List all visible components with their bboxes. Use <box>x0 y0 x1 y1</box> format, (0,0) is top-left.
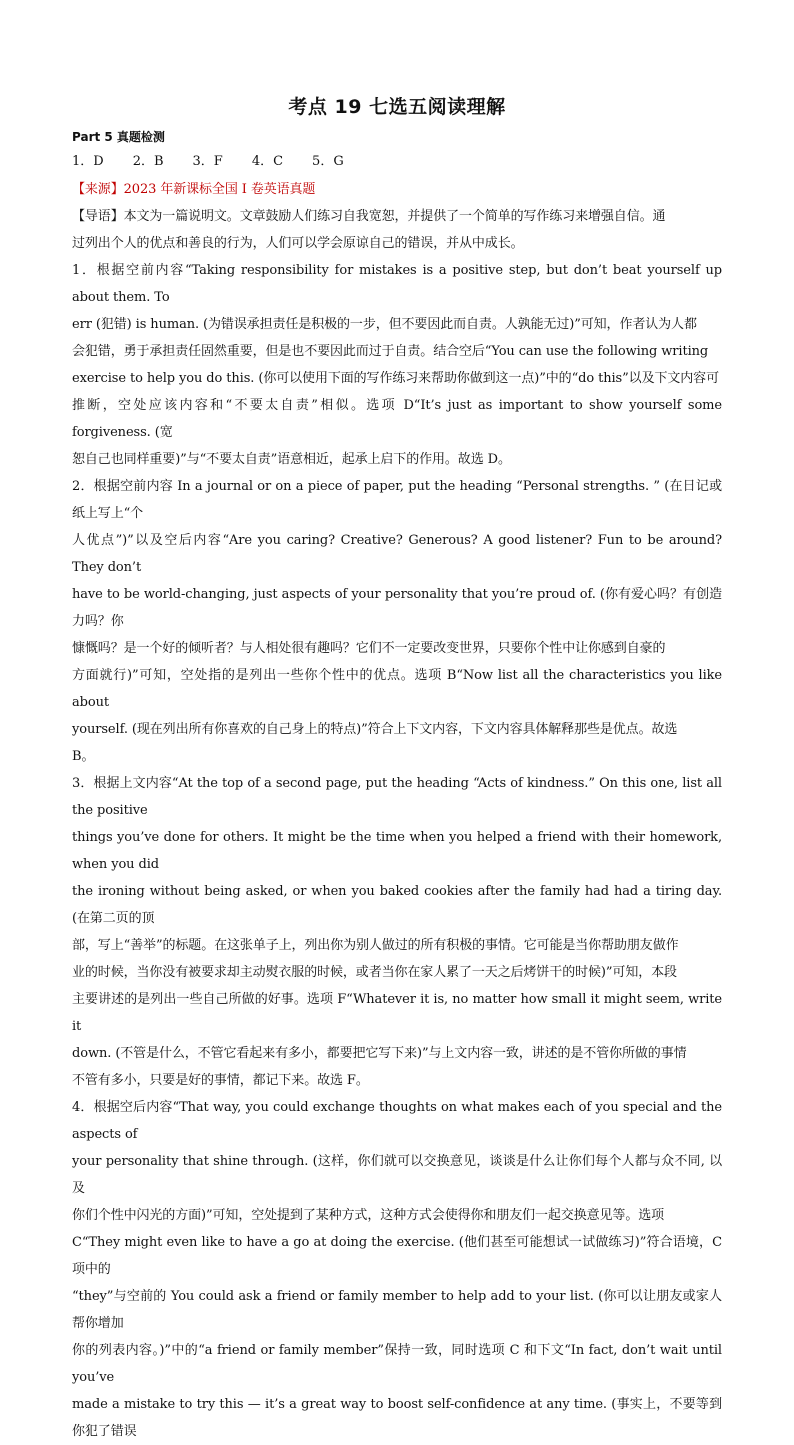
source-text: 2023 年新课标全国 I 卷英语真题 <box>123 182 316 197</box>
intro-paragraph <box>72 203 722 257</box>
answer-3: 3．F <box>192 154 223 169</box>
text-line: “they”与空前的 You could ask a friend or family member to help add to your list. (你可以让朋友或家人帮你增加 <box>72 1289 722 1331</box>
text-line: 方面就行)”可知，空处指的是列出一些你个性中的优点。选项 B“Now list all the characteristics you like about <box>72 668 722 710</box>
text-line: 慷慨吗？是一个好的倾听者？与人相处很有趣吗？它们不一定要改变世界，只要你个性中让你感到自豪的 <box>72 641 666 656</box>
text-line: the ironing without being asked, or when you baked cookies after the family had had a tiring day. (在第二页的顶 <box>72 884 722 926</box>
text-line: err (犯错) is human. (为错误承担责任是积极的一步，但不要因此而自责。人孰能无过)”可知，作者认为人都 <box>72 317 697 332</box>
answer-4: 4．C <box>251 154 284 169</box>
part-heading: Part 5 真题检测 <box>72 130 165 144</box>
text-line: 主要讲述的是列出一些自己所做的好事。选项 F“Whatever it is, no matter how small it might seem, write it <box>72 992 722 1034</box>
text-line: 1．根据空前内容“Taking responsibility for mistakes is a positive step, but don’t beat yourself up about them. To <box>72 263 722 305</box>
source-line <box>72 176 722 203</box>
text-line: your personality that shine through. (这样，你们就可以交换意见，谈谈是什么让你们每个人都与众不同, 以及 <box>72 1154 722 1196</box>
page-title: 考点 19 七选五阅读理解 <box>288 96 506 118</box>
text-line: things you’ve done for others. It might be the time when you helped a friend with their homework, when you did <box>72 830 722 872</box>
text-line: yourself. (现在列出所有你喜欢的自己身上的特点)”符合上下文内容，下文内容具体解释那些是优点。故选 <box>72 722 678 737</box>
text-line: 3．根据上文内容“At the top of a second page, put the heading “Acts of kindness.” On this one, list all the positive <box>72 776 722 818</box>
text-line: 2．根据空前内容 In a journal or on a piece of paper, put the heading “Personal strengths. ” (在日记或纸上写上“个 <box>72 479 722 521</box>
text-line: 推断，空处应该内容和“不要太自责”相似。选项 D“It’s just as important to show yourself some forgiveness. (宽 <box>72 398 722 440</box>
text-line: 人优点”)”以及空后内容“Are you caring? Creative? Generous? A good listener? Fun to be around? They don’t <box>72 533 722 575</box>
text-line: have to be world-changing, just aspects of your personality that you’re proud of. (你有爱心吗？有创造力吗？你 <box>72 587 722 629</box>
text-line: 部，写上“善举”的标题。在这张单子上，列出你为别人做过的所有积极的事情。它可能是当你帮助朋友做作 <box>72 938 679 953</box>
text-line: 业的时候，当你没有被要求却主动熨衣服的时候，或者当你在家人累了一天之后烤饼干的时候)”可知，本段 <box>72 965 677 980</box>
answer-2: 2．B <box>132 154 164 169</box>
text-line: 不管有多小，只要是好的事情，都记下来。故选 F。 <box>72 1073 369 1088</box>
source-tag: 【来源】 <box>72 182 124 197</box>
answer-5: 5．G <box>312 154 344 169</box>
text-line: 你们个性中闪光的方面)”可知，空处提到了某种方式，这种方式会使得你和朋友们一起交换意见等。选项 <box>72 1208 665 1223</box>
explanation-3 <box>72 770 722 1094</box>
answer-key <box>72 148 722 176</box>
text-line: 过列出个人的优点和善良的行为，人们可以学会原谅自己的错误，并从中成长。 <box>72 236 524 251</box>
text-line: C“They might even like to have a go at doing the exercise. (他们甚至可能想试一试做练习)”符合语境，C 项中的 <box>72 1235 722 1277</box>
explanation-1 <box>72 257 722 473</box>
text-line: 恕自己也同样重要)”与“不要太自责”语意相近，起承上启下的作用。故选 D。 <box>72 452 511 467</box>
text-line: 【导语】本文为一篇说明文。文章鼓励人们练习自我宽恕，并提供了一个简单的写作练习来增强自信。通 <box>72 209 666 224</box>
text-line: 4．根据空后内容“That way, you could exchange thoughts on what makes each of you special and the aspects of <box>72 1100 722 1142</box>
text-line: B。 <box>72 749 95 764</box>
explanation-2 <box>72 473 722 770</box>
text-line: 会犯错，勇于承担责任固然重要，但是也不要因此而过于自责。结合空后“You can use the following writing <box>72 344 709 359</box>
text-line: made a mistake to try this — it’s a great way to boost self-confidence at any time. (事实上，不要等到你犯了错误 <box>72 1397 722 1439</box>
answer-1: 1．D <box>72 154 104 169</box>
explanation-4 <box>72 1094 722 1445</box>
text-line: down. (不管是什么，不管它看起来有多小，都要把它写下来)”与上文内容一致，讲述的是不管你所做的事情 <box>72 1046 687 1061</box>
text-line: 你的列表内容。)”中的“a friend or family member”保持一致，同时选项 C 和下文“In fact, don’t wait until you’ve <box>72 1343 722 1385</box>
text-line: exercise to help you do this. (你可以使用下面的写作练习来帮助你做到这一点)”中的“do this”以及下文内容可 <box>72 371 719 386</box>
